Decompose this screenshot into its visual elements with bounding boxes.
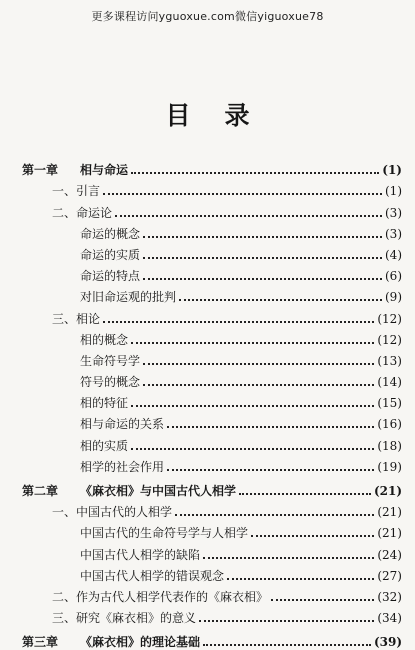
dot-leader [167, 426, 374, 428]
toc-entry-sub[interactable] [0, 347, 415, 368]
toc-entry-label [0, 333, 131, 347]
toc-entry-label [0, 417, 167, 431]
toc-entry-title: 相与命运的关系 [80, 417, 165, 432]
dot-leader [131, 172, 379, 174]
toc-entry-title: 生命符号学 [80, 353, 141, 368]
toc-entry-title: 《麻衣相》的理论基础 [80, 635, 201, 650]
toc-entry-label [0, 611, 199, 625]
toc-entry-sub[interactable] [0, 519, 415, 540]
toc-entry-section[interactable] [0, 177, 415, 198]
toc-entry-label [0, 206, 115, 220]
toc-entry-label [0, 248, 143, 262]
toc-entry-title: 相的特征 [80, 396, 129, 411]
toc-page-number: (16) [377, 417, 402, 432]
toc-entry-sub[interactable] [0, 540, 415, 561]
page-title: 目录 [165, 101, 284, 130]
dot-leader [143, 257, 382, 259]
toc-page-number: (12) [377, 311, 402, 326]
dot-leader [239, 493, 371, 495]
toc-entry-label [0, 590, 271, 604]
toc-entry-sub[interactable] [0, 410, 415, 431]
toc-entry-title: 三、研究《麻衣相》的意义 [52, 611, 197, 626]
table-of-contents [0, 156, 415, 649]
toc-entry-sub[interactable] [0, 389, 415, 410]
dot-leader [175, 514, 374, 516]
toc-entry-sub[interactable] [0, 431, 415, 452]
toc-entry-section[interactable] [0, 198, 415, 219]
toc-page-number: (1) [382, 163, 402, 178]
toc-entry-sub[interactable] [0, 368, 415, 389]
toc-entry-label [0, 439, 131, 453]
toc-page-number: (24) [377, 547, 402, 562]
toc-entry-section[interactable] [0, 304, 415, 325]
dot-leader [143, 278, 382, 280]
toc-page-number: (21) [377, 526, 402, 541]
chapter-number: 第二章 [22, 484, 59, 498]
toc-entry-title: 命运的实质 [80, 247, 141, 262]
dot-leader [251, 535, 374, 537]
toc-page-number: (18) [377, 438, 402, 453]
toc-entry-label [0, 396, 131, 410]
toc-entry-sub[interactable] [0, 262, 415, 283]
toc-entry-label [0, 227, 143, 241]
toc-entry-label [0, 548, 203, 562]
chapter-number: 第一章 [22, 163, 59, 178]
dot-leader [203, 557, 374, 559]
toc-entry-label [0, 312, 103, 326]
toc-entry-title: 中国古代人相学的错误观念 [80, 568, 225, 583]
toc-page-number: (39) [373, 635, 402, 650]
toc-entry-sub[interactable] [0, 326, 415, 347]
dot-leader [167, 469, 374, 471]
toc-page-number: (13) [377, 353, 402, 368]
dot-leader [179, 299, 382, 301]
toc-entry-title: 对旧命运观的批判 [80, 290, 177, 305]
dot-leader [131, 405, 374, 407]
toc-entry-label [0, 505, 175, 519]
toc-entry-chapter[interactable] [0, 156, 415, 177]
toc-page-number: (9) [385, 290, 402, 305]
toc-entry-sub[interactable] [0, 562, 415, 583]
dot-leader [103, 193, 382, 195]
toc-page-number: (34) [377, 611, 402, 626]
toc-entry-label [0, 184, 103, 198]
dot-leader [271, 599, 374, 601]
toc-page-number: (21) [373, 484, 402, 498]
toc-entry-title: 一、中国古代的人相学 [52, 505, 173, 520]
toc-page-number: (1) [385, 184, 402, 199]
toc-entry-title: 三、相论 [52, 311, 101, 326]
toc-entry-label [0, 569, 227, 583]
toc-entry-label [0, 375, 143, 389]
toc-entry-title: 相与命运 [80, 163, 129, 178]
toc-entry-title: 中国古代人相学的缺陷 [80, 547, 201, 562]
toc-entry-chapter[interactable] [0, 628, 415, 649]
toc-page-number: (27) [377, 568, 402, 583]
toc-entry-label [0, 526, 251, 540]
toc-entry-label [0, 484, 239, 498]
toc-entry-label [0, 635, 203, 649]
toc-entry-sub[interactable] [0, 241, 415, 262]
toc-entry-section[interactable] [0, 583, 415, 604]
toc-entry-title: 《麻衣相》与中国古代人相学 [80, 484, 237, 498]
toc-entry-label [0, 163, 131, 177]
toc-page-number: (21) [377, 505, 402, 520]
toc-entry-title: 一、引言 [52, 184, 101, 199]
toc-entry-title: 中国古代的生命符号学与人相学 [80, 526, 249, 541]
dot-leader [131, 342, 374, 344]
dot-leader [131, 448, 374, 450]
toc-page-number: (12) [377, 332, 402, 347]
toc-page-number: (3) [385, 226, 402, 241]
toc-page-number: (6) [385, 269, 402, 284]
toc-page-number: (3) [385, 205, 402, 220]
dot-leader [143, 384, 374, 386]
toc-entry-chapter[interactable] [0, 477, 415, 498]
toc-entry-title: 命运的概念 [80, 226, 141, 241]
watermark-text: 更多课程访问yguoxue.com微信yiguoxue78 [91, 10, 324, 23]
toc-entry-label [0, 290, 179, 304]
toc-entry-sub[interactable] [0, 220, 415, 241]
toc-entry-title: 二、作为古代人相学代表作的《麻衣相》 [52, 589, 269, 604]
dot-leader [143, 363, 374, 365]
toc-page-number: (4) [385, 247, 402, 262]
toc-entry-label [0, 269, 143, 283]
dot-leader [203, 644, 371, 646]
toc-entry-title: 相的实质 [80, 438, 129, 453]
dot-leader [227, 578, 374, 580]
toc-entry-title: 相的概念 [80, 332, 129, 347]
toc-entry-label [0, 354, 143, 368]
toc-page-number: (14) [377, 375, 402, 390]
dot-leader [115, 215, 382, 217]
toc-page-number: (19) [377, 459, 402, 474]
toc-entry-title: 相学的社会作用 [80, 459, 165, 474]
toc-entry-title: 命运的特点 [80, 269, 141, 284]
toc-entry-title: 二、命运论 [52, 205, 113, 220]
dot-leader [103, 321, 374, 323]
toc-entry-label [0, 460, 167, 474]
toc-entry-section[interactable] [0, 604, 415, 625]
toc-page-number: (32) [377, 589, 402, 604]
toc-page-number: (15) [377, 396, 402, 411]
toc-entry-section[interactable] [0, 498, 415, 519]
toc-entry-sub[interactable] [0, 283, 415, 304]
toc-entry-title: 符号的概念 [80, 375, 141, 390]
toc-entry-sub[interactable] [0, 453, 415, 474]
dot-leader [199, 620, 374, 622]
chapter-number: 第三章 [22, 635, 59, 650]
dot-leader [143, 236, 382, 238]
